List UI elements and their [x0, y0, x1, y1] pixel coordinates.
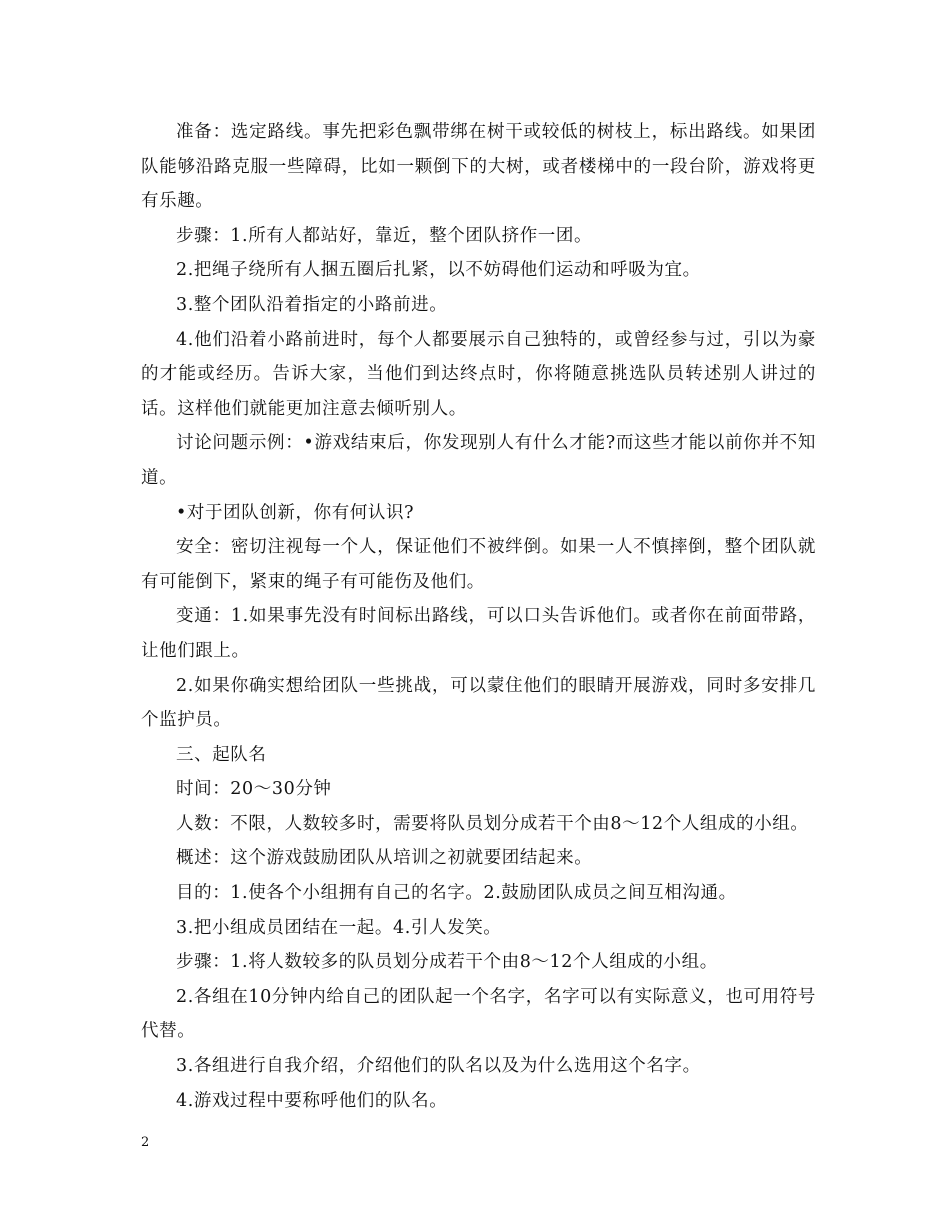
paragraph-team-steps-2: 2.各组在10分钟内给自己的团队起一个名字，名字可以有实际意义，也可用符号代替。 [141, 986, 816, 1042]
page-number: 2 [141, 1135, 150, 1150]
paragraph-time: 时间：20～30分钟 [176, 779, 332, 800]
section-heading: 三、起队名 [176, 744, 267, 765]
body-text [141, 115, 816, 1118]
paragraph-team-steps-4: 4.游戏过程中要称呼他们的队名。 [176, 1090, 448, 1111]
paragraph-overview: 概述：这个游戏鼓励团队从培训之初就要团结起来。 [176, 848, 593, 869]
paragraph-steps-3: 3.整个团队沿着指定的小路前进。 [176, 294, 448, 315]
paragraph-team-steps-3: 3.各组进行自我介绍，介绍他们的队名以及为什么选用这个名字。 [176, 1056, 701, 1077]
paragraph-team-steps-1: 步骤：1.将人数较多的队员划分成若干个由8～12个人组成的小组。 [176, 952, 718, 973]
paragraph-preparation: 准备：选定路线。事先把彩色飘带绑在树干或较低的树枝上，标出路线。如果团队能够沿路克服一些障碍，比如一颗倒下的大树，或者楼梯中的一段台阶，游戏将更有乐趣。 [141, 122, 816, 212]
paragraph-steps-1: 步骤：1.所有人都站好，靠近，整个团队挤作一团。 [176, 225, 593, 246]
paragraph-discussion: 讨论问题示例：•游戏结束后，你发现别人有什么才能?而这些才能以前你并不知道。 [141, 433, 816, 488]
paragraph-discussion-bullet: •对于团队创新，你有何认识? [176, 502, 415, 523]
paragraph-safety: 安全：密切注视每一个人，保证他们不被绊倒。如果一人不慎摔倒，整个团队就有可能倒下，紧束的绳子有可能伤及他们。 [141, 537, 816, 592]
paragraph-variation-2: 2.如果你确实想给团队一些挑战，可以蒙住他们的眼睛开展游戏，同时多安排几个监护员。 [141, 675, 816, 731]
paragraph-steps-4: 4.他们沿着小路前进时，每个人都要展示自己独特的，或曾经参与过，引以为豪的才能或经历。告诉大家，当他们到达终点时，你将随意挑选队员转述别人讲过的话。这样他们就能更加注意去倾听别人。 [141, 329, 816, 419]
paragraph-purpose-1: 目的：1.使各个小组拥有自己的名字。2.鼓励团队成员之间互相沟通。 [176, 883, 737, 904]
paragraph-steps-2: 2.把绳子绕所有人捆五圈后扎紧，以不妨碍他们运动和呼吸为宜。 [176, 260, 701, 281]
paragraph-participants: 人数：不限，人数较多时，需要将队员划分成若干个由8～12个人组成的小组。 [176, 813, 809, 834]
paragraph-variation-1: 变通：1.如果事先没有时间标出路线，可以口头告诉他们。或者你在前面带路，让他们跟上。 [141, 606, 816, 661]
paragraph-purpose-2: 3.把小组成员团结在一起。4.引人发笑。 [176, 917, 502, 938]
